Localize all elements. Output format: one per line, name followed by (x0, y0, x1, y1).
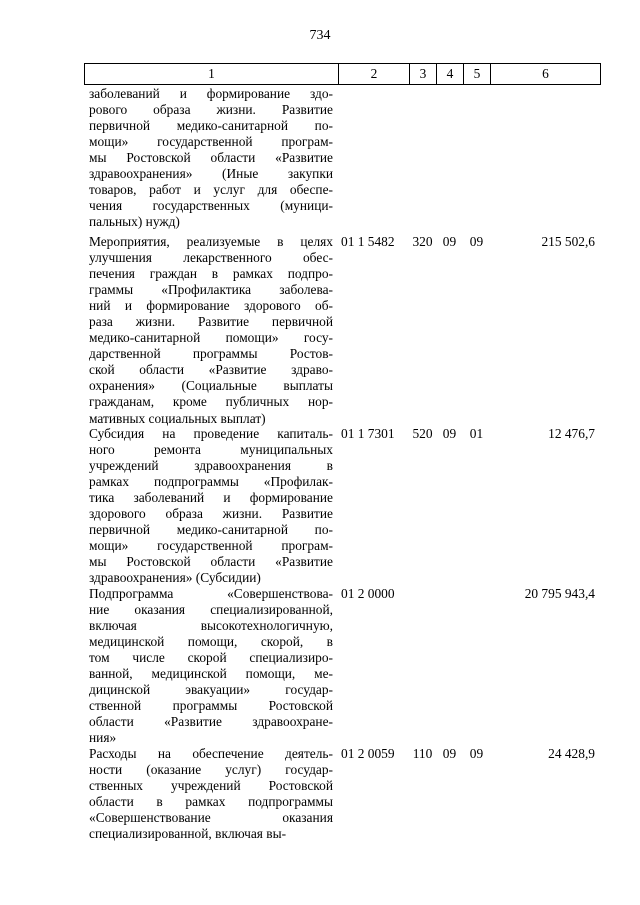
description-line: здорового образа жизни. Развитие (89, 506, 333, 522)
description-line: рамках подпрограммы «Профилак- (89, 474, 333, 490)
description-line: ской области «Развитие здраво- (89, 362, 333, 378)
description-line: гражданам, кроме публичных нор- (89, 394, 333, 410)
description-line: медико-санитарной помощи» госу- (89, 330, 333, 346)
target-code: 01 2 0000 (341, 586, 395, 601)
table-header (84, 63, 601, 85)
row-description (89, 86, 333, 230)
table-row (84, 234, 601, 427)
description-line: печения граждан в рамках подпро- (89, 266, 333, 282)
section: 09 (442, 426, 457, 441)
column-header-2: 2 (339, 64, 410, 84)
amount: 20 795 943,4 (524, 586, 595, 601)
column-header-6: 6 (542, 66, 549, 81)
description-line: раза жизни. Развитие первичной (89, 314, 333, 330)
description-line: охранения» (Социальные выплаты (89, 378, 333, 394)
description-line: ности (оказание услуг) государ- (89, 762, 333, 778)
description-line: здравоохранения» (Субсидии) (89, 570, 261, 586)
description-line: мощи» государственной програм- (89, 134, 333, 150)
section: 09 (442, 746, 457, 761)
description-line: ственных учреждений Ростовской (89, 778, 333, 794)
page-number: 734 (309, 28, 331, 43)
description-line: медицинской помощи, скорой, в (89, 634, 333, 650)
description-line: ний и формирование здорового об- (89, 298, 333, 314)
description-line: Мероприятия, реализуемые в целях (89, 234, 333, 249)
description-line: улучшения лекарственного обес- (89, 250, 333, 266)
amount: 24 428,9 (548, 746, 595, 761)
description-line: заболеваний и формирование здо- (89, 86, 333, 101)
description-line: ния» (89, 730, 117, 746)
target-code: 01 1 7301 (341, 426, 395, 441)
row-description (89, 746, 333, 842)
description-line: дицинской эвакуации» государ- (89, 682, 333, 698)
description-line: «Совершенствование оказания (89, 810, 333, 826)
row-description (89, 234, 333, 427)
amount: 12 476,7 (548, 426, 595, 441)
description-line: граммы «Профилактика заболева- (89, 282, 333, 298)
description-line: ного ремонта муниципальных (89, 442, 333, 458)
expense-type: 520 (412, 426, 433, 441)
subsection: 09 (469, 746, 484, 761)
description-line: здравоохранения» (Иные закупки (89, 166, 333, 182)
column-header-1: 1 (85, 64, 339, 84)
description-line: мощи» государственной програм- (89, 538, 333, 554)
description-line: тика заболеваний и формирование (89, 490, 333, 506)
row-description (89, 586, 333, 746)
description-line: первичной медико-санитарной по- (89, 118, 333, 134)
column-header-3: 3 (410, 64, 437, 84)
description-line: товаров, работ и услуг для обеспе- (89, 182, 333, 198)
description-line: пальных) нужд) (89, 214, 180, 230)
target-code: 01 1 5482 (341, 234, 395, 249)
description-line: мы Ростовской области «Развитие (89, 150, 333, 166)
description-line: мативных социальных выплат) (89, 410, 266, 426)
subsection: 01 (469, 426, 484, 441)
expense-type: 320 (412, 234, 433, 249)
description-line: дарственной программы Ростов- (89, 346, 333, 362)
table-row (84, 86, 601, 230)
description-line: ние оказания специализированной, (89, 602, 333, 618)
description-line: учреждений здравоохранения в (89, 458, 333, 474)
description-line: ванной, медицинской помощи, ме- (89, 666, 333, 682)
amount: 215 502,6 (541, 234, 595, 249)
description-line: Расходы на обеспечение деятель- (89, 746, 333, 761)
description-line: специализированной, включая вы- (89, 826, 287, 842)
description-line: Подпрограмма «Совершенствова- (89, 586, 333, 601)
description-line: включая высокотехнологичную, (89, 618, 333, 634)
target-code: 01 2 0059 (341, 746, 395, 761)
column-header-5: 5 (464, 64, 491, 84)
description-line: области в рамках подпрограммы (89, 794, 333, 810)
table-row (84, 586, 601, 747)
description-line: рового образа жизни. Развитие (89, 102, 333, 118)
section: 09 (442, 234, 457, 249)
description-line: Субсидия на проведение капиталь- (89, 426, 333, 441)
description-line: первичной медико-санитарной по- (89, 522, 333, 538)
description-line: том числе скорой специализиро- (89, 650, 333, 666)
description-line: мы Ростовской области «Развитие (89, 554, 333, 570)
description-line: области «Развитие здравоохране- (89, 714, 333, 730)
subsection: 09 (469, 234, 484, 249)
description-line: чения государственных (муници- (89, 198, 333, 214)
expense-type: 110 (412, 746, 433, 761)
table-row (84, 426, 601, 587)
table-row (84, 746, 601, 842)
column-header-4: 4 (437, 64, 464, 84)
description-line: ственной программы Ростовской (89, 698, 333, 714)
row-description (89, 426, 333, 586)
